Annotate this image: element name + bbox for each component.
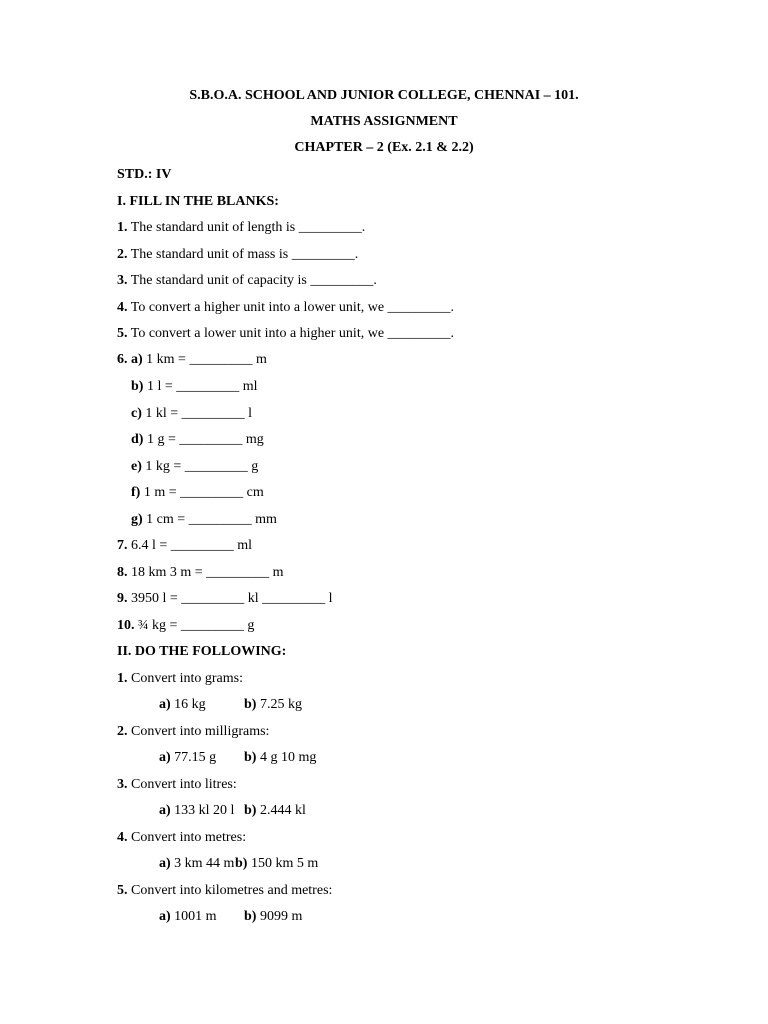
task-option-a [159,749,216,767]
fill-item [117,564,284,582]
option-label: b) [244,750,257,765]
option-label: a) [159,909,171,924]
std-label: STD.: IV [117,167,172,182]
item-number: 4. [117,830,128,845]
item-number: d) [131,432,144,447]
fill-subitem [131,484,264,502]
option-label: a) [159,856,171,871]
fill-item [117,537,252,555]
item-text: Convert into milligrams: [127,724,270,739]
item-text: 18 km 3 m = _________ m [127,565,284,580]
item-text: Convert into metres: [127,830,247,845]
item-number: 3. [117,777,128,792]
fill-item [117,299,454,317]
option-text: 3 km 44 m [170,856,235,871]
item-text: 1 kg = _________ g [141,459,259,474]
item-text: Convert into kilometres and metres: [127,883,333,898]
task-option-a [159,802,234,820]
option-text: 2.444 kl [256,803,306,818]
item-text: 1 km = _________ m [142,352,267,367]
item-text: Convert into grams: [127,671,243,686]
task-option-b [244,908,302,926]
task-item [117,723,269,741]
option-label: a) [159,803,171,818]
item-text: 6.4 l = _________ ml [127,538,253,553]
option-label: a) [159,697,171,712]
fill-item [117,219,365,237]
item-number: g) [131,512,143,527]
item-number: 10. [117,618,135,633]
chapter-title: CHAPTER – 2 (Ex. 2.1 & 2.2) [294,140,474,155]
item-number: f) [131,485,141,500]
option-text: 16 kg [170,697,206,712]
option-text: 7.25 kg [256,697,302,712]
task-item [117,829,246,847]
fill-subitem [131,511,277,529]
task-item [117,882,332,900]
task-item [117,776,237,794]
item-text: 1 l = _________ ml [143,379,258,394]
item-text: To convert a higher unit into a lower unit, we _________. [127,300,455,315]
item-number: 6. a) [117,352,143,367]
school-name: S.B.O.A. SCHOOL AND JUNIOR COLLEGE, CHENNAI – 101. [189,88,579,103]
task-option-a [159,908,217,926]
item-text: Convert into litres: [127,777,237,792]
task-item [117,670,243,688]
item-number: 2. [117,724,128,739]
fill-item [117,325,454,343]
fill-item [117,590,333,608]
assignment-title: MATHS ASSIGNMENT [310,114,458,129]
fill-item [117,246,358,264]
task-option-b [244,696,302,714]
option-label: a) [159,750,171,765]
section2-heading: II. DO THE FOLLOWING: [117,644,287,659]
option-text: 150 km 5 m [247,856,319,871]
item-text: 1 g = _________ mg [143,432,264,447]
item-text: 3950 l = _________ kl _________ l [127,591,333,606]
task-option-a [159,696,206,714]
option-label: b) [235,856,248,871]
fill-subitem [131,405,252,423]
fill-subitem [131,431,264,449]
item-text: The standard unit of mass is _________. [127,247,359,262]
item-text: To convert a lower unit into a higher unit, we _________. [127,326,455,341]
fill-subitem [131,458,258,476]
option-text: 1001 m [170,909,217,924]
item-number: 7. [117,538,128,553]
item-text: 1 cm = _________ mm [142,512,277,527]
item-number: b) [131,379,144,394]
task-option-a [159,855,234,873]
fill-subitem [131,378,258,396]
item-text: ¾ kg = _________ g [134,618,255,633]
option-text: 4 g 10 mg [256,750,317,765]
option-label: b) [244,909,257,924]
item-number: e) [131,459,142,474]
task-option-b [235,855,318,873]
fill-item [117,351,267,369]
item-text: 1 kl = _________ l [141,406,253,421]
option-text: 77.15 g [170,750,217,765]
option-label: b) [244,697,257,712]
option-label: b) [244,803,257,818]
fill-item [117,272,377,290]
item-number: 5. [117,883,128,898]
item-number: 8. [117,565,128,580]
item-number: 5. [117,326,128,341]
task-option-b [244,749,316,767]
item-number: c) [131,406,142,421]
item-number: 1. [117,220,128,235]
task-option-b [244,802,306,820]
item-number: 2. [117,247,128,262]
item-number: 3. [117,273,128,288]
fill-item [117,617,254,635]
item-text: 1 m = _________ cm [140,485,264,500]
item-text: The standard unit of capacity is _________. [127,273,377,288]
item-number: 9. [117,591,128,606]
item-number: 1. [117,671,128,686]
option-text: 9099 m [256,909,303,924]
item-text: The standard unit of length is _________. [127,220,366,235]
section1-heading: I. FILL IN THE BLANKS: [117,194,279,209]
option-text: 133 kl 20 l [170,803,235,818]
item-number: 4. [117,300,128,315]
